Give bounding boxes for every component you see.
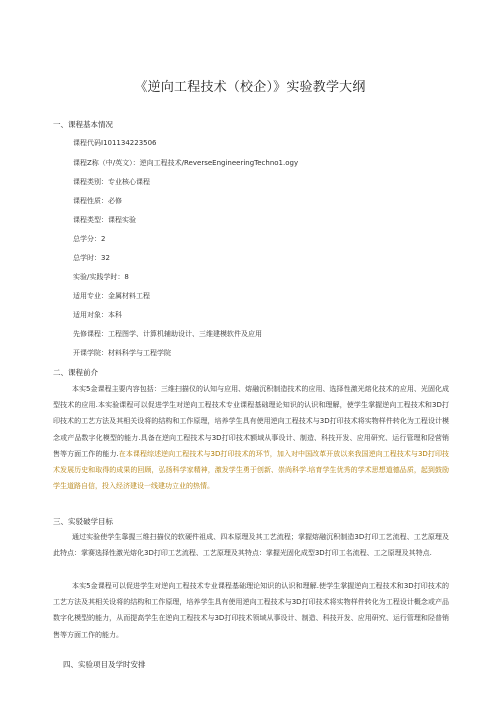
course-category-line: 课程类别：专业核心课程 [73, 178, 150, 186]
audience-line: 适用对象：本科 [73, 311, 122, 319]
major-line: 适用专业：金属材料工程 [73, 292, 150, 300]
goals-paragraph-2: 本实5金课程可以促进学生对逆向工程技术专业课程基础理论知识的认识和理解.使学生掌握逆向工程技术和3D打印技术的工艺方法及其相关设将的结构和工作原理，培养学生具有使用逆向工程技术与3D打印技术将实物样件转化为工程设计概念或产品数字化模型的能力，从而提高学生在逆向工程技术与3D打印技术领域从事设计、制造、科技开发、应用研究、运行管理和陉普销售等方面工作的能力。 [53, 582, 449, 639]
lab-hours-line: 实验/实践学时：8 [73, 273, 129, 281]
document-title: 《逆向工程技术（校企）》实验教学大纲 [134, 80, 366, 95]
section-heading-intro: 二、课程前介 [53, 368, 98, 377]
goals-paragraph-1: 通过实验使学生靠握三维扫描仪的软硬件祖成、四本原理及其工艺流程；掌握熔融沉积制造3D打印工艺流程、工艺原理及此特点：掌赛选择性激光熔化3D打印工艺流程、工艺原理及其特点：掌握光固化成型3D打印工名流程、工之原理及其特点. [53, 533, 449, 558]
college-line: 开课学院：材料科学与工程学院 [73, 349, 171, 357]
section-heading-projects: 四、实验项目及学时安排 [63, 660, 146, 669]
intro-text: 本实5金课程主要内容包括：三维扫描仪的认知与应用、熔融沉积制造技术的应用、选择性激光熔化技术的应用、光固化成型技术的应用.本实验课程可以促进学生对逆向工程技术专业课程基础理论知识的认识和理解，使学生掌握逆向工程技术和3D打印技术的工艺方法及其相关设将的结构和工作原理，培养学生具有使用逆向工程技术与3D打印技术将实物样件转化为工程设计模念或产品数字化模型的能力.具备在逆向工程技术与3D打印技术额域从事设计、制造、科技开发、应用研究、运行管理和陉营销售等方面工作的能力. [53, 385, 449, 458]
intro-paragraph [53, 381, 449, 494]
course-name-line: 课程Z称（中/英文）：逆向工程技术/ReverseEngineeringTechno1.ogy [73, 159, 299, 167]
total-credits-line: 总学分：2 [73, 235, 106, 243]
total-hours-line: 总学时：32 [73, 254, 110, 262]
prerequisite-line: 先修课程：工程图学、计算机辅助设计、三维建模软件及应用 [73, 330, 262, 338]
course-nature-line: 课程性质：必修 [73, 197, 122, 205]
course-code-line: 课程代码I101134223506 [73, 139, 157, 147]
course-type-line: 课程类型：课程实验 [73, 216, 136, 224]
section-heading-goals: 三、实驳破学目标 [53, 517, 113, 526]
intro-highlight-text: 在本课程综述逆向工程技术与3D打印技术的环节，加入对中国改革开放以来我国逆向工程技术与3D打印技术发展历史和取得的成果的回顾，弘扬科学家精神，激发学生勇于创新、崇尚科学.培育学生优秀的学术思想道德品质，起到鼓励学生道路自信，投入经济建设一线建功立业的热情。 [53, 449, 449, 491]
section-heading-basic-info: 一、课程基本情况 [53, 120, 113, 129]
